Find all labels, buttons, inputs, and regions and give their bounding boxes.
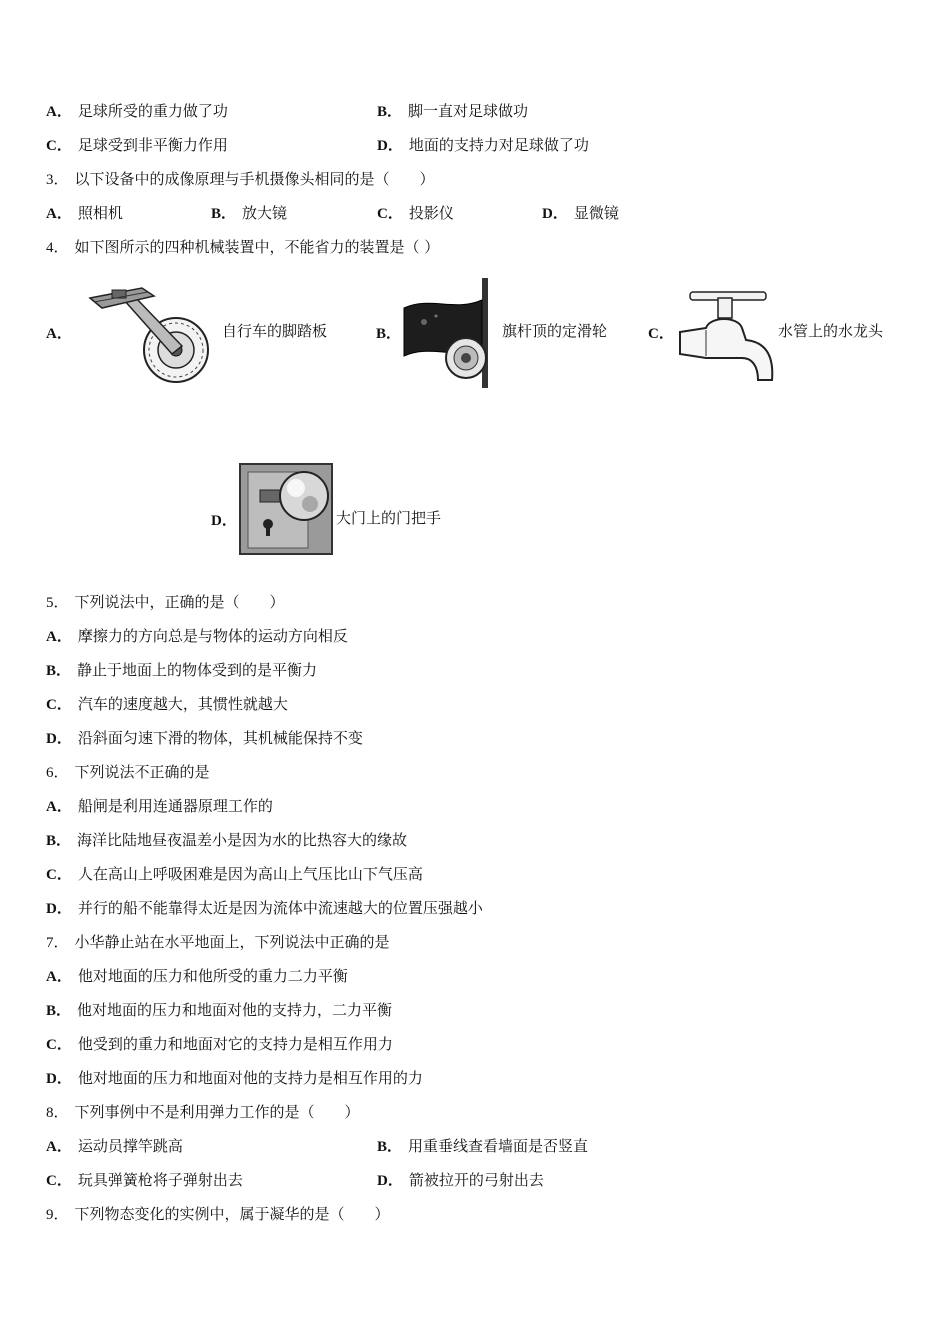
q6-stem: 6． 下列说法不正确的是 — [46, 763, 210, 781]
q7-option-b: B． 他对地面的压力和地面对他的支持力，二力平衡 — [46, 1001, 393, 1019]
q4-option-c-letter: C． — [648, 326, 674, 342]
q8-option-c: C． 玩具弹簧枪将子弹射出去 — [46, 1171, 243, 1189]
q5-option-c: C． 汽车的速度越大，其惯性就越大 — [46, 695, 288, 713]
q4-stem: 4． 如下图所示的四种机械装置中，不能省力的装置是（ ） — [46, 238, 440, 256]
q4-option-c-caption: 水管上的水龙头 — [778, 322, 884, 340]
pulley-icon — [446, 338, 486, 378]
q3-option-d: D． 显微镜 — [542, 204, 619, 222]
water-faucet-figure — [676, 288, 776, 384]
q9-stem: 9． 下列物态变化的实例中，属于凝华的是（ ） — [46, 1205, 390, 1223]
flagpole-pulley-figure — [400, 278, 500, 388]
q2-option-c: C． 足球受到非平衡力作用 — [46, 136, 228, 154]
q8-option-a: A． 运动员撑竿跳高 — [46, 1137, 183, 1155]
faucet-body-icon — [680, 319, 772, 380]
q3-stem: 3． 以下设备中的成像原理与手机摄像头相同的是（ ） — [46, 170, 435, 188]
q5-option-d: D． 沿斜面匀速下滑的物体，其机械能保持不变 — [46, 729, 363, 747]
q2-option-b: B． 脚一直对足球做功 — [377, 102, 529, 120]
q5-stem: 5． 下列说法中，正确的是（ ） — [46, 593, 285, 611]
faucet-handle-icon — [690, 292, 766, 318]
flagpole-icon — [482, 278, 488, 388]
q7-option-c: C． 他受到的重力和地面对它的支持力是相互作用力 — [46, 1035, 393, 1053]
bicycle-pedal-figure — [84, 280, 220, 386]
q6-option-d: D． 并行的船不能靠得太近是因为流体中流速越大的位置压强越小 — [46, 899, 483, 917]
pedal-icon — [90, 288, 154, 308]
q5-option-a: A． 摩擦力的方向总是与物体的运动方向相反 — [46, 627, 348, 645]
q3-option-a: A． 照相机 — [46, 204, 123, 222]
q7-option-a: A． 他对地面的压力和他所受的重力二力平衡 — [46, 967, 348, 985]
q4-option-b-letter: B． — [376, 326, 402, 342]
q2-option-a: A． 足球所受的重力做了功 — [46, 102, 228, 120]
q4-option-b-caption: 旗杆顶的定滑轮 — [502, 322, 608, 340]
q6-option-c: C． 人在高山上呼吸困难是因为高山上气压比山下气压高 — [46, 865, 423, 883]
q8-option-b: B． 用重垂线查看墙面是否竖直 — [377, 1137, 589, 1155]
q8-stem: 8． 下列事例中不是利用弹力工作的是（ ） — [46, 1103, 360, 1121]
q7-option-d: D． 他对地面的压力和地面对他的支持力是相互作用的力 — [46, 1069, 423, 1087]
q3-option-b: B． 放大镜 — [211, 204, 288, 222]
q4-option-d-caption: 大门上的门把手 — [336, 509, 442, 527]
q4-option-a-letter: A． — [46, 326, 72, 342]
q4-option-d-letter: D． — [211, 513, 237, 529]
q6-option-a: A． 船闸是利用连通器原理工作的 — [46, 797, 273, 815]
q7-stem: 7． 小华静止站在水平地面上，下列说法中正确的是 — [46, 933, 390, 951]
q2-option-d: D． 地面的支持力对足球做了功 — [377, 136, 589, 154]
q5-option-b: B． 静止于地面上的物体受到的是平衡力 — [46, 661, 318, 679]
door-knob-figure — [238, 462, 334, 556]
q3-option-c: C． 投影仪 — [377, 204, 454, 222]
q6-option-b: B． 海洋比陆地昼夜温差小是因为水的比热容大的缘故 — [46, 831, 408, 849]
q8-option-d: D． 箭被拉开的弓射出去 — [377, 1171, 544, 1189]
q4-option-a-caption: 自行车的脚踏板 — [222, 322, 328, 340]
